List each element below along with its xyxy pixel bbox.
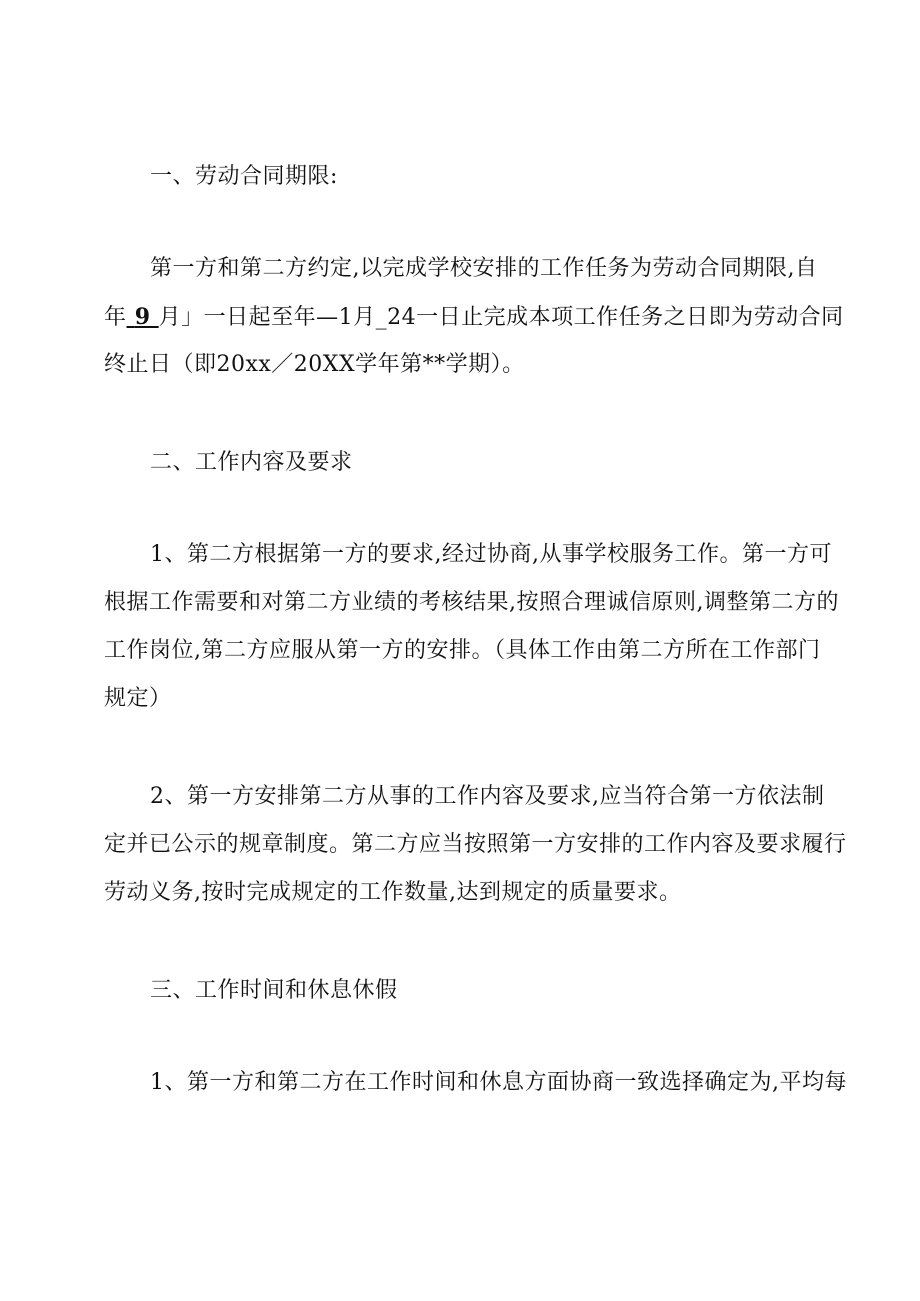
paragraph-line (104, 302, 844, 333)
paragraph-text: 月」一日起至年—1月_24一日止完成本项工作任务之日即为劳动合同 (158, 305, 844, 330)
paragraph-line: 根据工作需要和对第二方业绩的考核结果,按照合理诚信原则,调整第二方的 (104, 590, 839, 615)
paragraph-line: 定并已公示的规章制度。第二方应当按照第一方安排的工作内容及要求履行 (104, 832, 847, 857)
section-heading-3: 三、工作时间和休息休假 (150, 978, 398, 1003)
month-value: 9 (134, 304, 151, 330)
paragraph-line: 规定） (104, 686, 172, 711)
paragraph-line: 2、第一方安排第二方从事的工作内容及要求,应当符合第一方依法制 (150, 784, 825, 809)
section-heading-2: 二、工作内容及要求 (150, 450, 353, 475)
paragraph-line: 1、第一方和第二方在工作时间和休息方面协商一致选择确定为,平均每 (150, 1070, 847, 1095)
underlined-month (127, 304, 159, 330)
section-heading-1: 一、劳动合同期限: (150, 164, 338, 189)
paragraph-line: 第一方和第二方约定,以完成学校安排的工作任务为劳动合同期限,自 (150, 256, 818, 281)
paragraph-line: 1、第二方根据第一方的要求,经过协商,从事学校服务工作。第一方可 (150, 542, 832, 567)
paragraph-line: 劳动义务,按时完成规定的工作数量,达到规定的质量要求。 (104, 880, 682, 905)
paragraph-line: 终止日（即20xx／20XX学年第**学期）。 (104, 352, 525, 377)
paragraph-line: 工作岗位,第二方应服从第一方的安排。（具体工作由第二方所在工作部门 (104, 638, 821, 663)
paragraph-text: 年 (104, 305, 127, 330)
